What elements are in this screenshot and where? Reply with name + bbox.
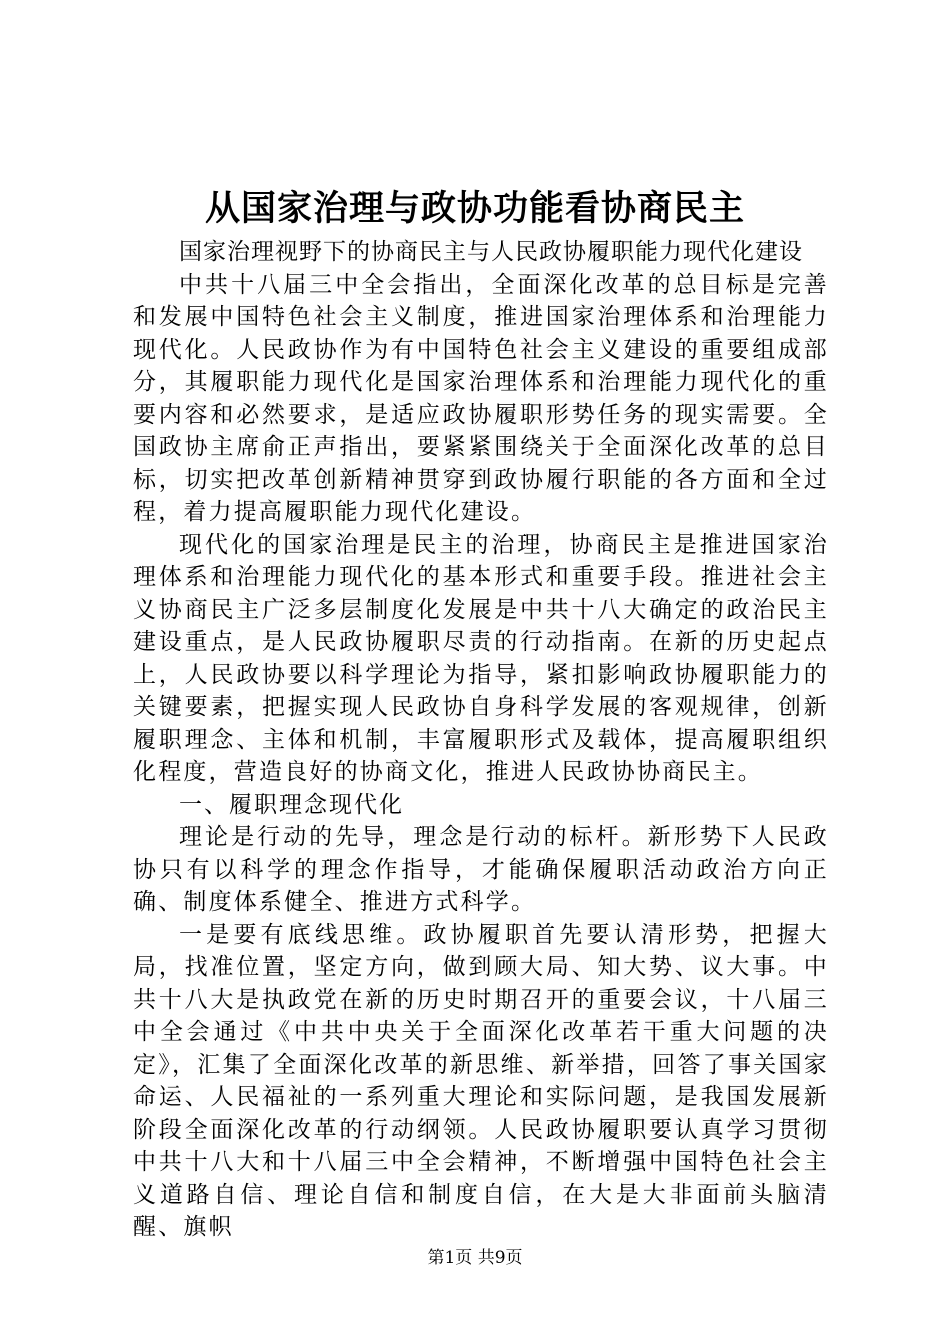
document-body <box>133 236 829 1244</box>
document-title: 从国家治理与政协功能看协商民主 <box>204 188 745 229</box>
section-heading: 一、履职理念现代化 <box>179 791 404 818</box>
page-number: 第1页 共9页 <box>427 1248 523 1268</box>
paragraph: 中共十八届三中全会指出，全面深化改革的总目标是完善和发展中国特色社会主义制度，推进国家治理体系和治理能力现代化。人民政协作为有中国特色社会主义建设的重要组成部分，其履职能力现代化是国家治理体系和治理能力现代化的重要内容和必然要求，是适应政协履职形势任务的现实需要。全国政协主席俞正声指出，要紧紧围绕关于全面深化改革的总目标，切实把改革创新精神贯穿到政协履行职能的各方面和全过程，着力提高履职能力现代化建设。 <box>133 271 829 525</box>
paragraph: 现代化的国家治理是民主的治理，协商民主是推进国家治理体系和治理能力现代化的基本形式和重要手段。推进社会主义协商民主广泛多层制度化发展是中共十八大确定的政治民主建设重点，是人民政协履职尽责的行动指南。在新的历史起点上，人民政协要以科学理论为指导，紧扣影响政协履职能力的关键要素，把握实现人民政协自身科学发展的客观规律，创新履职理念、主体和机制，丰富履职形式及载体，提高履职组织化程度，营造良好的协商文化，推进人民政协协商民主。 <box>133 531 829 785</box>
document-subtitle: 国家治理视野下的协商民主与人民政协履职能力现代化建设 <box>179 239 803 265</box>
paragraph: 理论是行动的先导，理念是行动的标杆。新形势下人民政协只有以科学的理念作指导，才能确保履职活动政治方向正确、制度体系健全、推进方式科学。 <box>133 824 829 915</box>
paragraph: 一是要有底线思维。政协履职首先要认清形势，把握大局，找准位置，坚定方向，做到顾大局、知大势、议大事。中共十八大是执政党在新的历史时期召开的重要会议，十八届三中全会通过《中共中央关于全面深化改革若干重大问题的决定》，汇集了全面深化改革的新思维、新举措，回答了事关国家命运、人民福祉的一系列重大理论和实际问题，是我国发展新阶段全面深化改革的行动纲领。人民政协履职要认真学习贯彻中共十八大和十八届三中全会精神，不断增强中国特色社会主义道路自信、理论自信和制度自信，在大是大非面前头脑清醒、旗帜 <box>133 921 829 1240</box>
